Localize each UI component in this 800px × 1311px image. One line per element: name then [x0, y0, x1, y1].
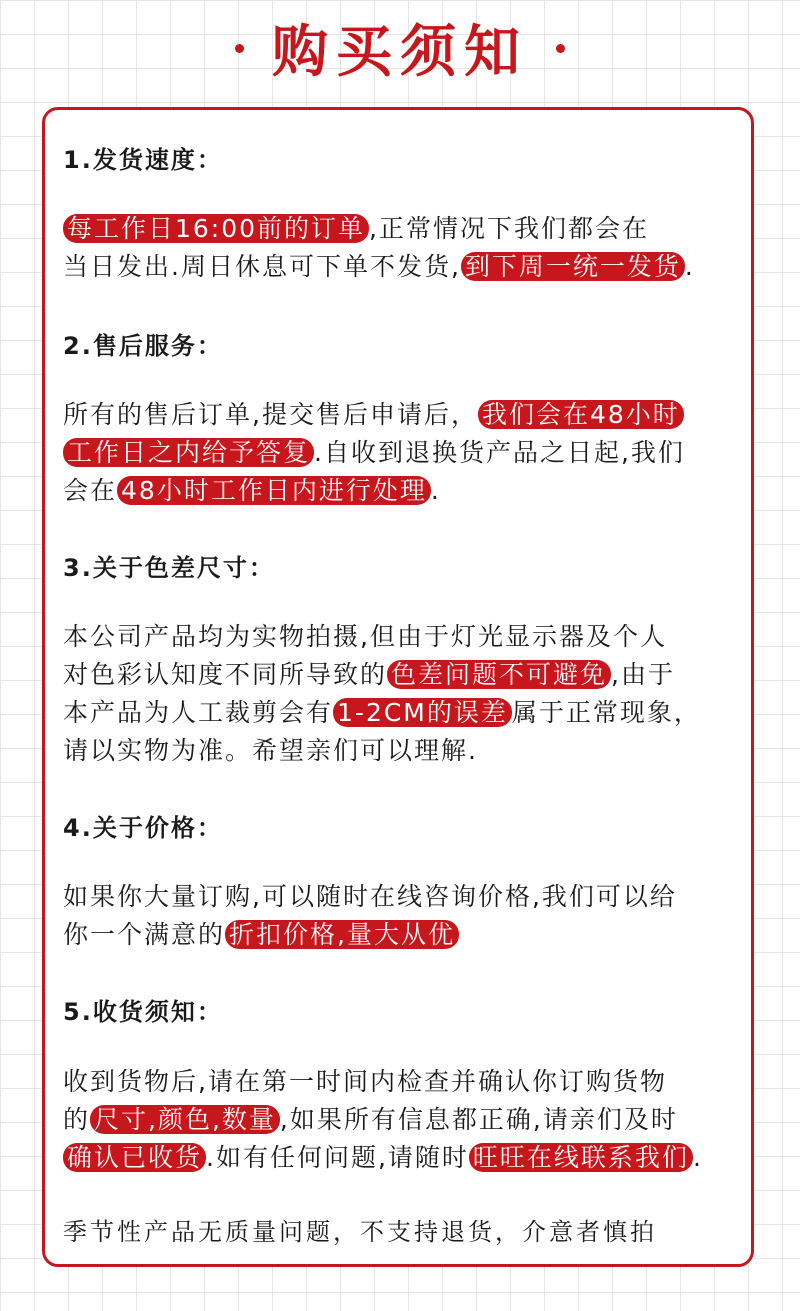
paragraph-line	[63, 916, 753, 954]
line-text: 属于正常现象，	[511, 698, 701, 727]
title-dot-right	[556, 44, 565, 53]
title-dot-left	[235, 44, 244, 53]
notice-card	[42, 107, 754, 1267]
section-body-shipping	[63, 210, 753, 286]
paragraph-line	[63, 210, 753, 248]
paragraph-line	[63, 618, 753, 656]
line-text: .	[692, 1143, 703, 1172]
highlight-text: 折扣价格,量大从优	[225, 920, 459, 949]
highlight-text: 尺寸,颜色,数量	[90, 1105, 280, 1134]
highlight-text: 色差问题不可避免	[387, 660, 611, 689]
line-text: .	[430, 476, 441, 505]
highlight-text: 工作日之内给予答复	[63, 438, 314, 467]
paragraph-line	[63, 434, 753, 472]
line-text: ,由于	[611, 660, 675, 689]
footer-note: 季节性产品无质量问题，不支持退货，介意者慎拍	[63, 1218, 657, 1246]
paragraph-line	[63, 1101, 753, 1139]
highlight-text: 1-2CM的误差	[333, 698, 512, 727]
line-text: .	[684, 252, 695, 281]
paragraph-line	[63, 396, 753, 434]
line-text: 如果你大量订购,可以随时在线咨询价格,我们可以给	[63, 882, 677, 911]
paragraph-line	[63, 1063, 753, 1101]
line-text: 收到货物后,请在第一时间内检查并确认你订购货物	[63, 1067, 667, 1096]
paragraph-line	[63, 878, 753, 916]
line-text: 本公司产品均为实物拍摄,但由于灯光显示器及个人	[63, 622, 667, 651]
section-heading-color-size: 3.关于色差尺寸：	[63, 554, 275, 582]
highlight-text: 到下周一统一发货	[461, 252, 685, 281]
section-heading-shipping: 1.发货速度：	[63, 146, 223, 174]
highlight-text: 确认已收货	[63, 1143, 206, 1172]
highlight-text: 48小时工作日内进行处理	[117, 476, 431, 505]
title-bar	[0, 8, 800, 88]
line-text: .自收到退换货产品之日起,我们	[314, 438, 685, 467]
section-body-color-size	[63, 618, 753, 770]
section-body-price	[63, 878, 753, 954]
paragraph-line	[63, 732, 753, 770]
line-text: 请以实物为准。希望亲们可以理解.	[63, 736, 478, 765]
line-text: 你一个满意的	[63, 920, 226, 949]
section-heading-after-sales: 2.售后服务：	[63, 332, 223, 360]
paragraph-line	[63, 248, 753, 286]
line-text: ,正常情况下我们都会在	[369, 214, 649, 243]
line-text: 会在	[63, 476, 118, 505]
paragraph-line	[63, 472, 753, 510]
highlight-text: 每工作日16:00前的订单	[63, 214, 369, 243]
line-text: 的	[63, 1105, 91, 1134]
section-heading-receiving: 5.收货须知：	[63, 998, 223, 1026]
highlight-text: 我们会在48小时	[478, 400, 684, 429]
paragraph-line	[63, 694, 753, 732]
page-title: 购买须知	[272, 20, 528, 85]
section-body-after-sales	[63, 396, 753, 510]
line-text: 当日发出.周日休息可下单不发货,	[63, 252, 461, 281]
line-text: 所有的售后订单,提交售后申请后，	[63, 400, 478, 429]
paragraph-line	[63, 656, 753, 694]
line-text: .如有任何问题,请随时	[206, 1143, 469, 1172]
line-text: 本产品为人工裁剪会有	[63, 698, 334, 727]
highlight-text: 旺旺在线联系我们	[469, 1143, 693, 1172]
section-heading-price: 4.关于价格：	[63, 814, 223, 842]
line-text: 对色彩认知度不同所导致的	[63, 660, 388, 689]
line-text: ,如果所有信息都正确,请亲们及时	[279, 1105, 678, 1134]
section-body-receiving	[63, 1063, 753, 1177]
paragraph-line	[63, 1139, 753, 1177]
